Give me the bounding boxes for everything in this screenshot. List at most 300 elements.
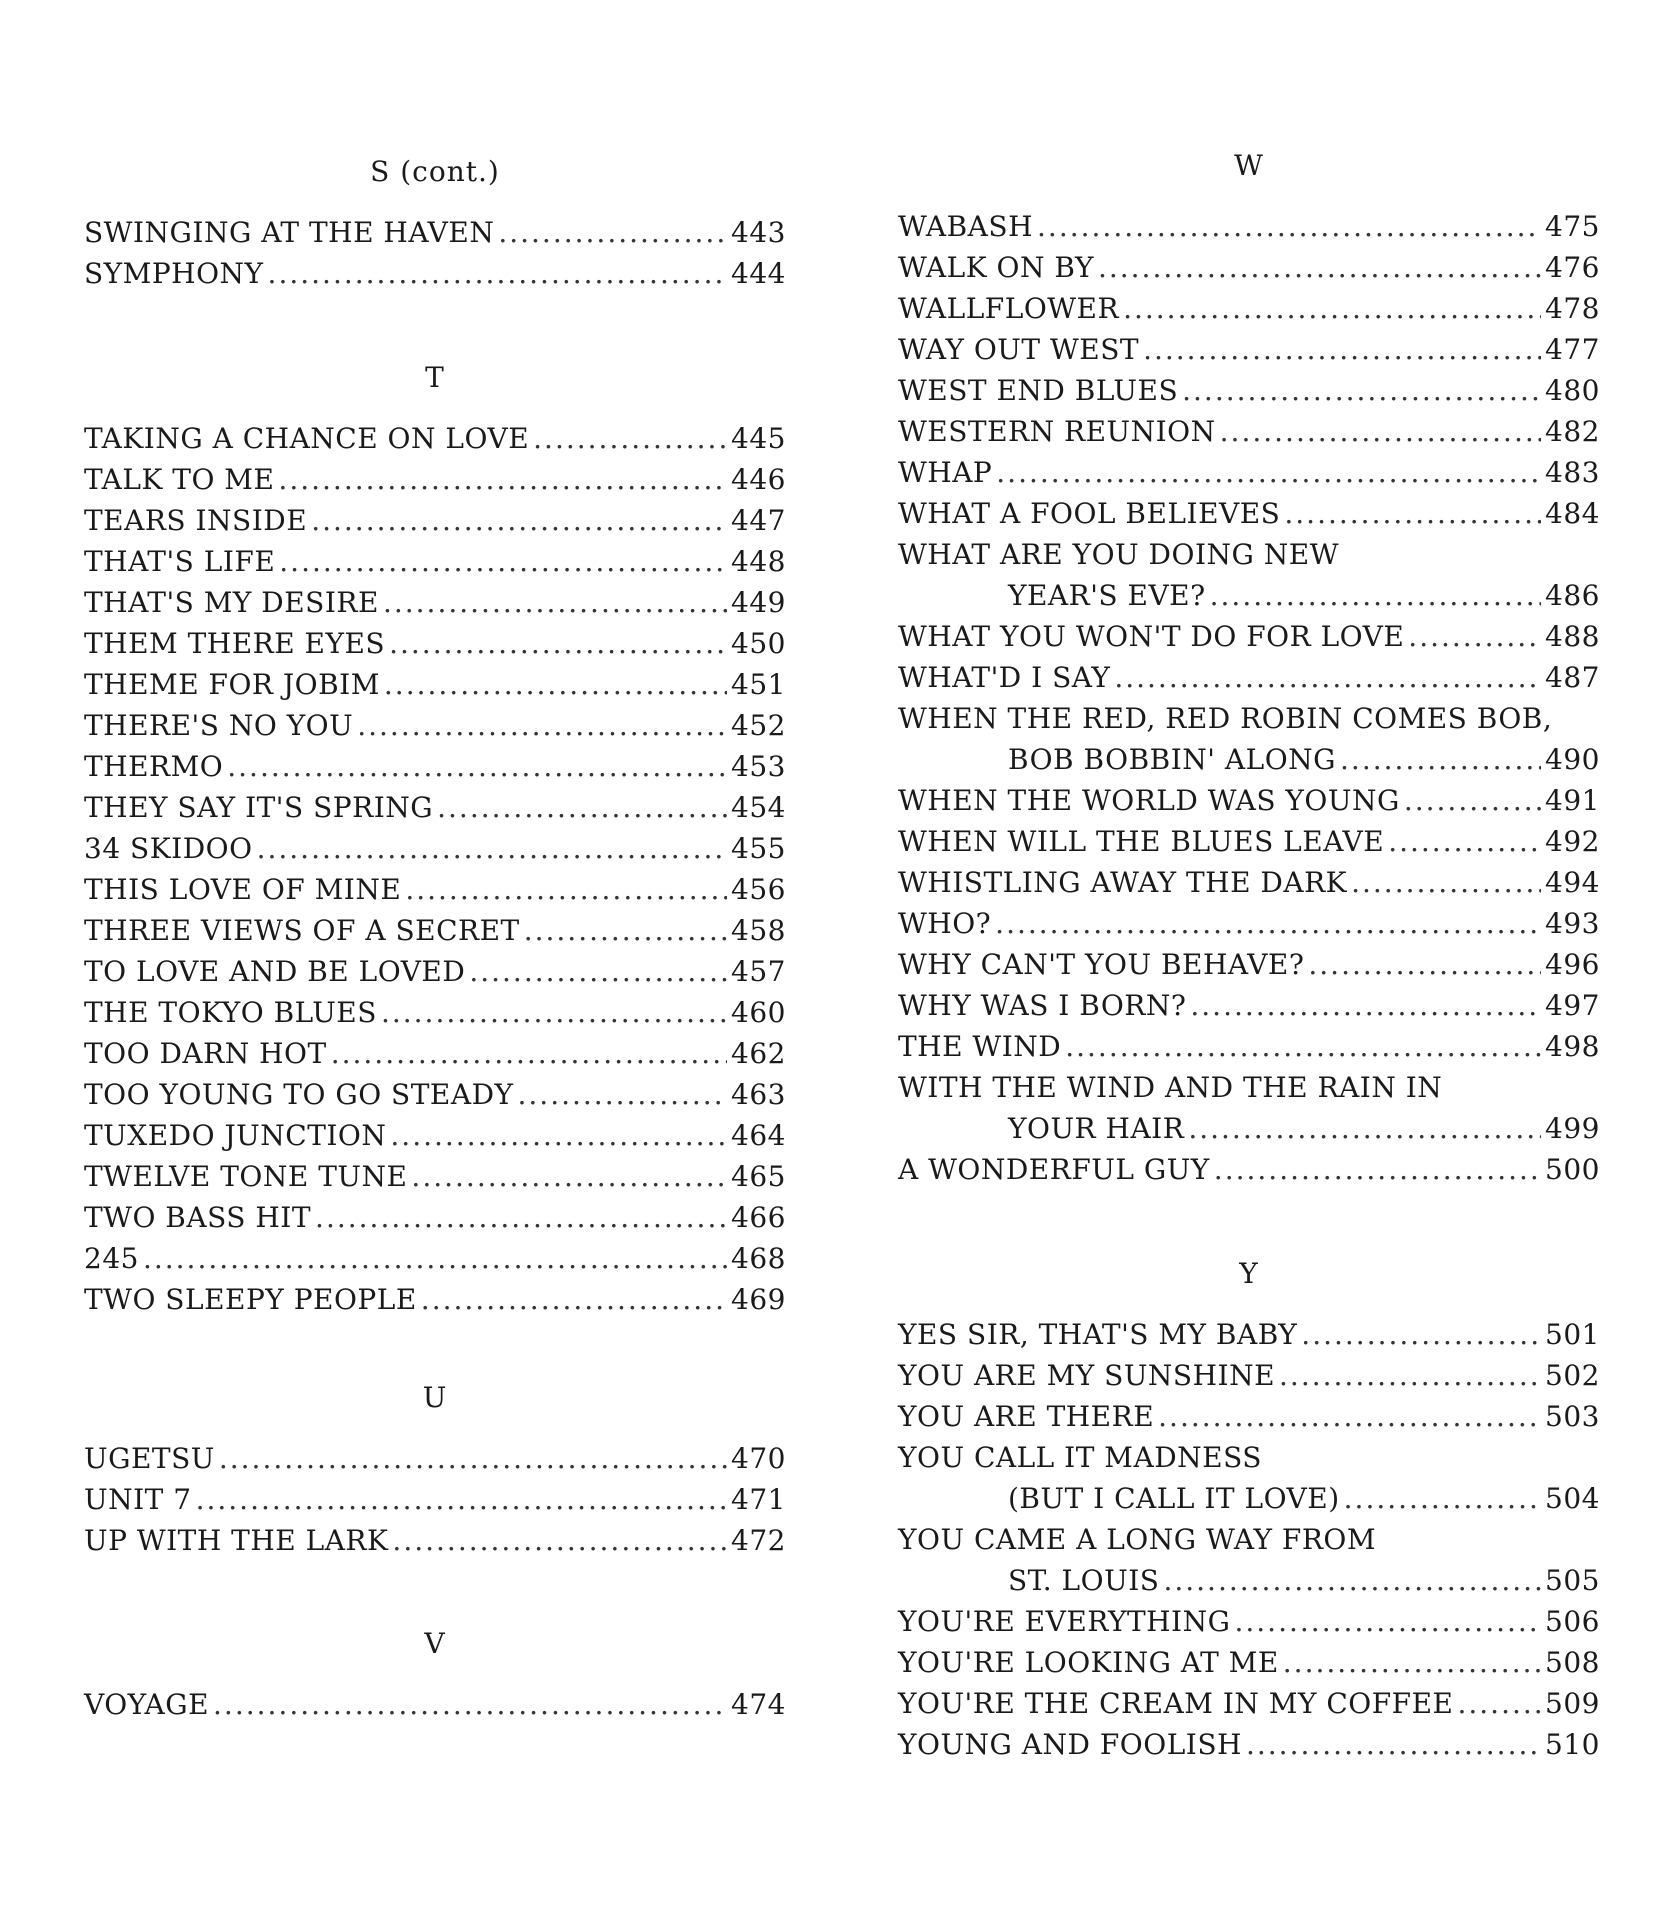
dot-leader [1340,739,1541,780]
entry-row [898,903,1600,944]
dot-leader [227,746,727,787]
section-letter-heading: U [422,1381,448,1414]
entry-row [84,500,786,541]
page-number: 455 [731,832,786,865]
page-number: 486 [1545,579,1600,612]
index-entry [84,1156,786,1197]
index-entry [898,411,1600,452]
entry-title: WESTERN REUNION [898,415,1216,448]
entry-title: WAY OUT WEST [898,333,1140,366]
entry-row [84,910,786,951]
entry-row [84,541,786,582]
index-entry [84,1033,786,1074]
entry-row [84,705,786,746]
dot-leader [257,828,727,869]
entry-row [898,1149,1600,1190]
entry-row [84,1479,786,1520]
entry-title-continuation: YEAR'S EVE? [1008,579,1206,612]
entry-title: THAT'S MY DESIRE [84,586,379,619]
entry-row [898,247,1600,288]
dot-leader [268,253,728,294]
section-letter-heading: S (cont.) [370,155,500,188]
entry-row [898,370,1600,411]
entry-row [84,869,786,910]
entry-row [84,828,786,869]
page-number: 464 [731,1119,786,1152]
entry-row [898,288,1600,329]
entry-title: THREE VIEWS OF A SECRET [84,914,520,947]
index-entry [898,1601,1600,1642]
entry-title: TEARS INSIDE [84,504,308,537]
page-number: 475 [1545,210,1600,243]
dot-leader [383,582,727,623]
dot-leader [1220,411,1541,452]
dot-leader [996,452,1541,493]
entry-row [898,1724,1600,1765]
page-number: 500 [1545,1153,1600,1186]
entry-row [84,1279,786,1320]
entry-title: TWO BASS HIT [84,1201,312,1234]
index-entry [84,1115,786,1156]
page-number: 471 [731,1483,786,1516]
page-number: 492 [1545,825,1600,858]
entry-row [898,411,1600,452]
index-entry [898,657,1600,698]
index-entry [84,664,786,705]
dot-leader [1210,575,1541,616]
entry-title: WHAP [898,456,993,489]
entry-title: WHAT ARE YOU DOING NEW [898,538,1339,571]
dot-leader [421,1279,727,1320]
dot-leader [331,1033,727,1074]
entry-title: YOU'RE EVERYTHING [898,1605,1231,1638]
entry-title: WHEN WILL THE BLUES LEAVE [898,825,1385,858]
entry-title-continuation: (BUT I CALL IT LOVE) [1008,1482,1340,1515]
page-number: 491 [1545,784,1600,817]
index-entry [84,623,786,664]
index-entry [898,493,1600,534]
entry-title: WHAT YOU WON'T DO FOR LOVE [898,620,1405,653]
entry-row [84,623,786,664]
page-number: 468 [731,1242,786,1275]
index-entry [898,1519,1600,1601]
entry-title: TO LOVE AND BE LOVED [84,955,466,988]
dot-leader [213,1684,727,1725]
entry-continuation-row [898,575,1600,616]
page-number: 488 [1545,620,1600,653]
dot-leader [1158,1396,1541,1437]
index-entry [84,992,786,1033]
entry-title: THE TOKYO BLUES [84,996,377,1029]
index-entry [84,1197,786,1238]
index-entry [898,1067,1600,1149]
entry-title: UGETSU [84,1442,215,1475]
index-entry [84,1438,786,1479]
index-section [84,1624,786,1725]
dot-leader [1351,862,1541,903]
entry-title: SYMPHONY [84,257,264,290]
entry-title: A WONDERFUL GUY [898,1153,1210,1186]
entry-list [84,1684,786,1725]
entry-title: WEST END BLUES [898,374,1179,407]
page-number: 506 [1545,1605,1600,1638]
entry-row [84,459,786,500]
index-entry [84,253,786,294]
entry-row [84,1438,786,1479]
dot-leader [311,500,727,541]
section-letter-heading: T [425,361,445,394]
dot-leader [1246,1724,1541,1765]
entry-row [84,951,786,992]
page-number: 504 [1545,1482,1600,1515]
entry-row [898,206,1600,247]
entry-title: SWINGING AT THE HAVEN [84,216,495,249]
entry-title: WHAT A FOOL BELIEVES [898,497,1281,530]
dot-leader [1188,1108,1541,1149]
index-entry [84,1520,786,1561]
page-number: 449 [731,586,786,619]
entry-row [898,821,1600,862]
dot-leader [437,787,727,828]
index-entry [898,329,1600,370]
page-number: 443 [731,216,786,249]
index-entry [84,500,786,541]
dot-leader [405,869,727,910]
dot-leader [315,1197,727,1238]
index-entry [84,212,786,253]
page-number: 494 [1545,866,1600,899]
entry-list [84,418,786,1320]
entry-row [84,746,786,787]
entry-list [898,206,1600,1190]
page-number: 460 [731,996,786,1029]
index-entry [84,459,786,500]
index-entry [898,1396,1600,1437]
page-number: 448 [731,545,786,578]
page-number: 484 [1545,497,1600,530]
index-entry [898,944,1600,985]
dot-leader [518,1074,728,1115]
entry-row [898,1026,1600,1067]
page-number: 482 [1545,415,1600,448]
entry-title: THAT'S LIFE [84,545,276,578]
index-entry [84,418,786,459]
entry-row [898,944,1600,985]
dot-leader [1214,1149,1541,1190]
dot-leader [1344,1478,1541,1519]
dot-leader [411,1156,727,1197]
entry-row [84,1520,786,1561]
entry-title-continuation: ST. LOUIS [1008,1564,1160,1597]
entry-row [84,582,786,623]
page-number: 503 [1545,1400,1600,1433]
entry-title: THEM THERE EYES [84,627,386,660]
index-entry [898,206,1600,247]
entry-row [84,1684,786,1725]
dot-leader [278,459,727,500]
dot-leader [143,1238,727,1279]
index-entry [898,903,1600,944]
dot-leader [392,1520,727,1561]
entry-row [898,985,1600,1026]
entry-title: TWO SLEEPY PEOPLE [84,1283,417,1316]
entry-row [898,862,1600,903]
dot-leader [196,1479,727,1520]
index-entry [898,1314,1600,1355]
entry-row [84,1197,786,1238]
page-number: 458 [731,914,786,947]
index-entry [898,985,1600,1026]
index-entry [898,1437,1600,1519]
entry-title: WHEN THE WORLD WAS YOUNG [898,784,1400,817]
index-entry [84,951,786,992]
entry-title: THE WIND [898,1030,1062,1063]
entry-title: TOO YOUNG TO GO STEADY [84,1078,514,1111]
index-section [898,146,1600,1190]
entry-title: 245 [84,1242,139,1275]
index-entry [898,780,1600,821]
entry-continuation-row [898,1560,1600,1601]
page-number: 451 [731,668,786,701]
entry-list [84,1438,786,1561]
entry-title: YOU CALL IT MADNESS [898,1441,1262,1474]
entry-row [898,1355,1600,1396]
page-number: 457 [731,955,786,988]
index-section [898,1254,1600,1765]
dot-leader [1114,657,1541,698]
entry-title: YOU ARE MY SUNSHINE [898,1359,1276,1392]
index-entry [898,1683,1600,1724]
page-number: 474 [731,1688,786,1721]
page-number: 508 [1545,1646,1600,1679]
entry-list [898,1314,1600,1765]
dot-leader [381,992,727,1033]
page-number: 463 [731,1078,786,1111]
index-entry [84,1238,786,1279]
index-entry [898,821,1600,862]
dot-leader [384,664,727,705]
page-number: 447 [731,504,786,537]
index-entry [898,247,1600,288]
dot-leader [1143,329,1541,370]
index-section [84,1378,786,1561]
entry-title: YOU ARE THERE [898,1400,1155,1433]
index-section [84,358,786,1320]
entry-title: WHY CAN'T YOU BEHAVE? [898,948,1305,981]
dot-leader [219,1438,727,1479]
entry-row [898,493,1600,534]
entry-title: THIS LOVE OF MINE [84,873,402,906]
dot-leader [1404,780,1541,821]
dot-leader [1308,944,1541,985]
dot-leader [1301,1314,1541,1355]
page-number: 502 [1545,1359,1600,1392]
page-number: 501 [1545,1318,1600,1351]
entry-title: THEY SAY IT'S SPRING [84,791,434,824]
page-number: 498 [1545,1030,1600,1063]
entry-title: WHISTLING AWAY THE DARK [898,866,1348,899]
entry-title: 34 SKIDOO [84,832,253,865]
dot-leader [1283,1642,1541,1683]
page-number: 483 [1545,456,1600,489]
index-entry [898,1026,1600,1067]
entry-title: WALLFLOWER [898,292,1120,325]
page-number: 490 [1545,743,1600,776]
entry-title-continuation: YOUR HAIR [1008,1112,1185,1145]
index-entry [84,746,786,787]
page-number: 472 [731,1524,786,1557]
page-number: 454 [731,791,786,824]
entry-title: TAKING A CHANCE ON LOVE [84,422,530,455]
index-section [84,152,786,294]
entry-title: WHO? [898,907,992,940]
index-entry [898,1355,1600,1396]
entry-title: WHEN THE RED, RED ROBIN COMES BOB, [898,702,1553,735]
index-entry [898,534,1600,616]
entry-continuation-row [898,739,1600,780]
index-entry [84,582,786,623]
index-entry [898,862,1600,903]
page-number: 477 [1545,333,1600,366]
dot-leader [1388,821,1541,862]
dot-leader [279,541,727,582]
entry-title: WHAT'D I SAY [898,661,1111,694]
entry-row [898,780,1600,821]
page-number: 452 [731,709,786,742]
index-entry [898,1724,1600,1765]
index-entry [84,1279,786,1320]
index-entry [898,288,1600,329]
index-entry [84,869,786,910]
entry-title: THERE'S NO YOU [84,709,354,742]
entry-title: YES SIR, THAT'S MY BABY [898,1318,1298,1351]
entry-row [84,664,786,705]
entry-title: YOU'RE THE CREAM IN MY COFFEE [898,1687,1454,1720]
page-number: 493 [1545,907,1600,940]
entry-row [84,1238,786,1279]
section-letter-heading: W [1234,149,1264,182]
entry-row [898,1683,1600,1724]
page-number: 496 [1545,948,1600,981]
entry-title: YOUNG AND FOOLISH [898,1728,1242,1761]
index-entry [898,1149,1600,1190]
entry-title: WITH THE WIND AND THE RAIN IN [898,1071,1443,1104]
entry-row [84,253,786,294]
entry-row [898,452,1600,493]
entry-row [898,329,1600,370]
entry-row [898,1396,1600,1437]
dot-leader [1065,1026,1541,1067]
dot-leader [390,1115,727,1156]
page-number: 469 [731,1283,786,1316]
index-entry [898,1642,1600,1683]
dot-leader [469,951,727,992]
index-entry [898,616,1600,657]
entry-row [898,657,1600,698]
page-number: 505 [1545,1564,1600,1597]
section-letter-heading: V [424,1627,446,1660]
page-number: 497 [1545,989,1600,1022]
entry-row [84,1115,786,1156]
entry-row [84,1156,786,1197]
dot-leader [1163,1560,1541,1601]
entry-title: THERMO [84,750,224,783]
index-entry [84,1684,786,1725]
index-entry [84,541,786,582]
page-number: 478 [1545,292,1600,325]
entry-title: UP WITH THE LARK [84,1524,389,1557]
page-number: 487 [1545,661,1600,694]
index-entry [84,1074,786,1115]
entry-continuation-row [898,1108,1600,1149]
page-number: 499 [1545,1112,1600,1145]
entry-row [898,616,1600,657]
entry-row [84,992,786,1033]
entry-row [898,1314,1600,1355]
page-number: 509 [1545,1687,1600,1720]
dot-leader [1182,370,1541,411]
dot-leader [498,212,727,253]
page-number: 444 [731,257,786,290]
index-entry [84,705,786,746]
dot-leader [533,418,727,459]
page-number: 510 [1545,1728,1600,1761]
page-number: 446 [731,463,786,496]
dot-leader [1279,1355,1541,1396]
page-number: 450 [731,627,786,660]
dot-leader [1123,288,1541,329]
entry-title-continuation: BOB BOBBIN' ALONG [1008,743,1337,776]
index-entry [84,787,786,828]
entry-row [84,1033,786,1074]
dot-leader [524,910,727,951]
entry-row [84,1074,786,1115]
entry-row [84,418,786,459]
entry-title: THEME FOR JOBIM [84,668,380,701]
entry-title: YOU CAME A LONG WAY FROM [898,1523,1377,1556]
dot-leader [1234,1601,1541,1642]
entry-title: WHY WAS I BORN? [898,989,1187,1022]
page-number: 465 [731,1160,786,1193]
entry-title: TALK TO ME [84,463,275,496]
index-entry [898,698,1600,780]
index-entry [898,452,1600,493]
entry-row [84,212,786,253]
dot-leader [1284,493,1541,534]
page-number: 462 [731,1037,786,1070]
dot-leader [995,903,1541,944]
index-entry [84,910,786,951]
page-number: 470 [731,1442,786,1475]
index-entry [84,1479,786,1520]
entry-title: WABASH [898,210,1034,243]
entry-title: WALK ON BY [898,251,1094,284]
dot-leader [1190,985,1541,1026]
entry-title: TUXEDO JUNCTION [84,1119,387,1152]
dot-leader [1457,1683,1541,1724]
entry-title: UNIT 7 [84,1483,192,1516]
entry-row [84,787,786,828]
page-number: 480 [1545,374,1600,407]
entry-row [898,1601,1600,1642]
dot-leader [389,623,727,664]
entry-title: VOYAGE [84,1688,210,1721]
entry-title: YOU'RE LOOKING AT ME [898,1646,1279,1679]
index-entry [84,828,786,869]
page-number: 466 [731,1201,786,1234]
page-number: 476 [1545,251,1600,284]
dot-leader [357,705,727,746]
